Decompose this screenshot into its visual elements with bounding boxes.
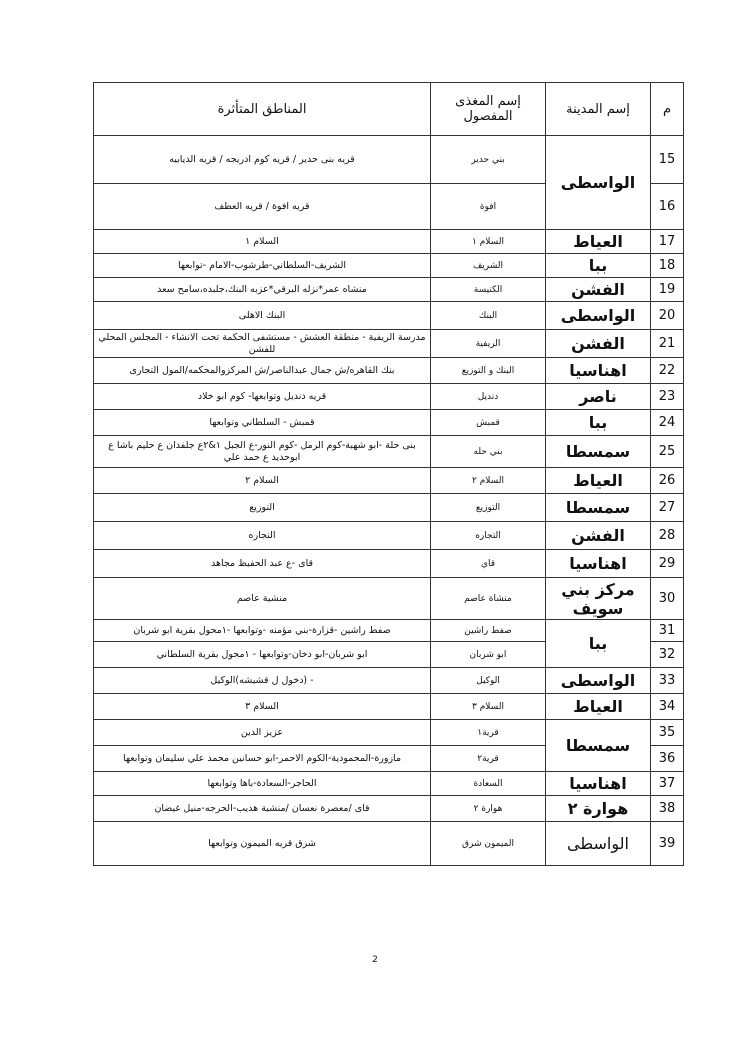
row-number: 17 [651,230,684,254]
row-affected-areas: صفط راشين -قزارة-بني مؤمنه -وتوابعها -١محول بقرية ابو شربان [94,620,431,642]
row-city: ببا [546,410,651,436]
table-row [94,436,684,468]
row-feeder: قرية١ [431,720,546,746]
row-city: الواسطى [546,668,651,694]
row-feeder: بني حله [431,436,546,468]
row-number: 31 [651,620,684,642]
row-number: 20 [651,302,684,330]
row-affected-areas: السلام ١ [94,230,431,254]
row-number: 30 [651,578,684,620]
table-row [94,468,684,494]
table-row [94,302,684,330]
table-row [94,694,684,720]
row-feeder: هوارة ٢ [431,796,546,822]
row-city: الفشن [546,278,651,302]
row-affected-areas: السلام ٢ [94,468,431,494]
row-affected-areas: بنى حلة -ابو شهبة-كوم الرمل -كوم النور-ع الجبل ١&٢ع جلفدان ع حليم باشا ع ابوحديد ع حمد علي [94,436,431,468]
row-feeder: ابو شربان [431,642,546,668]
row-affected-areas: قريه دنديل وتوابعها- كوم ابو خلاد [94,384,431,410]
row-city: هوارة ٢ [546,796,651,822]
row-city: اهناسيا [546,550,651,578]
row-feeder: الكنيسة [431,278,546,302]
row-number: 35 [651,720,684,746]
row-affected-areas: قريه افوة / قريه العطف [94,184,431,230]
row-city: الواسطى [546,302,651,330]
header-areas: المناطق المتأثرة [94,83,431,136]
row-affected-areas: قريه بنى حدير / قريه كوم ادريجه / قريه الديابيه [94,136,431,184]
row-city: الفشن [546,522,651,550]
row-number: 26 [651,468,684,494]
row-feeder: الشريف [431,254,546,278]
table-row [94,550,684,578]
row-feeder: التوزيع [431,494,546,522]
row-city: الفشن [546,330,651,358]
row-affected-areas: البنك الاهلى [94,302,431,330]
row-city: العياط [546,468,651,494]
document-sheet [93,82,683,866]
table-row [94,358,684,384]
row-number: 33 [651,668,684,694]
table-row [94,822,684,866]
row-city: العياط [546,230,651,254]
table-row [94,578,684,620]
row-affected-areas: منشاه عمر*نزله البرقي*عزبه البنك،جلبده،سامح سعد [94,278,431,302]
row-number: 32 [651,642,684,668]
row-city: العياط [546,694,651,720]
row-number: 38 [651,796,684,822]
row-city: الواسطى [546,822,651,866]
row-feeder: قمبش [431,410,546,436]
row-city: اهناسيا [546,358,651,384]
row-affected-areas: مدرسة الريفية - منطقة العشش - مستشفى الحكمة تحت الانشاء - المجلس المحلي للفشن [94,330,431,358]
row-affected-areas: قمبش - السلطاني وتوابعها [94,410,431,436]
row-number: 29 [651,550,684,578]
row-city: سمسطا [546,494,651,522]
row-feeder: السعادة [431,772,546,796]
table-row [94,384,684,410]
row-city: اهناسيا [546,772,651,796]
row-city: مركز بني سويف [546,578,651,620]
row-feeder: البنك [431,302,546,330]
row-feeder: صفط راشين [431,620,546,642]
row-affected-areas: عزيز الدين [94,720,431,746]
row-feeder: دنديل [431,384,546,410]
row-affected-areas: منشية عاصم [94,578,431,620]
row-feeder: التجاره [431,522,546,550]
table-row [94,522,684,550]
row-affected-areas: بنك القاهره/ش جمال عبدالناصر/ش المركزوالمحكمه/المول التجارى [94,358,431,384]
row-number: 16 [651,184,684,230]
table-row [94,720,684,746]
row-feeder: البنك و التوزيع [431,358,546,384]
row-city: ببا [546,620,651,668]
row-city: سمسطا [546,436,651,468]
row-number: 28 [651,522,684,550]
row-feeder: الوكيل [431,668,546,694]
table-row [94,772,684,796]
row-feeder: الميمون شرق [431,822,546,866]
row-number: 27 [651,494,684,522]
row-feeder: افوة [431,184,546,230]
row-affected-areas: مازورة-المحمودية-الكوم الاحمر-ابو حسانين محمد علي سليمان وتوابعها [94,746,431,772]
row-number: 23 [651,384,684,410]
table-row [94,230,684,254]
row-number: 21 [651,330,684,358]
row-affected-areas: - (دخول ل قشيشه)الوكيل [94,668,431,694]
row-affected-areas: شرق قريه الميمون وتوابعها [94,822,431,866]
row-affected-areas: التجاره [94,522,431,550]
row-feeder: قرية٢ [431,746,546,772]
row-feeder: السلام ٣ [431,694,546,720]
header-feeder: إسم المغذى المفصول [431,83,546,136]
table-row [94,620,684,642]
row-affected-areas: قاى /معصرة نعسان /منشية هديب-الحرجه-منيل غيضان [94,796,431,822]
row-number: 36 [651,746,684,772]
row-feeder: منشاة عاصم [431,578,546,620]
row-feeder: الريفية [431,330,546,358]
row-feeder: قاي [431,550,546,578]
header-num: م [651,83,684,136]
row-affected-areas: الشريف-السلطاني-طرشوب-الامام -توابعها [94,254,431,278]
table-row [94,796,684,822]
table-row [94,278,684,302]
table-row [94,330,684,358]
table-body [94,136,684,866]
row-city: ناصر [546,384,651,410]
row-number: 19 [651,278,684,302]
row-city: الواسطى [546,136,651,230]
row-number: 15 [651,136,684,184]
header-row [94,83,684,136]
table-row [94,494,684,522]
row-affected-areas: ابو شربان-ابو دخان-وتوابعها - ١محول بقرية السلطاني [94,642,431,668]
header-city: إسم المدينة [546,83,651,136]
table-row [94,136,684,184]
row-number: 18 [651,254,684,278]
row-number: 39 [651,822,684,866]
row-affected-areas: التوزيع [94,494,431,522]
row-feeder: بني حدير [431,136,546,184]
row-number: 22 [651,358,684,384]
row-affected-areas: الحاجر-السعادة-باها وتوابعها [94,772,431,796]
table-row [94,668,684,694]
row-feeder: السلام ١ [431,230,546,254]
row-number: 37 [651,772,684,796]
row-number: 25 [651,436,684,468]
row-affected-areas: السلام ٣ [94,694,431,720]
outage-table [93,82,684,866]
row-affected-areas: قاى -ع عبد الحفيظ مجاهد [94,550,431,578]
table-row [94,410,684,436]
table-row [94,254,684,278]
page-number: 2 [372,955,378,965]
row-number: 34 [651,694,684,720]
row-number: 24 [651,410,684,436]
row-city: سمسطا [546,720,651,772]
row-city: ببا [546,254,651,278]
row-feeder: السلام ٢ [431,468,546,494]
